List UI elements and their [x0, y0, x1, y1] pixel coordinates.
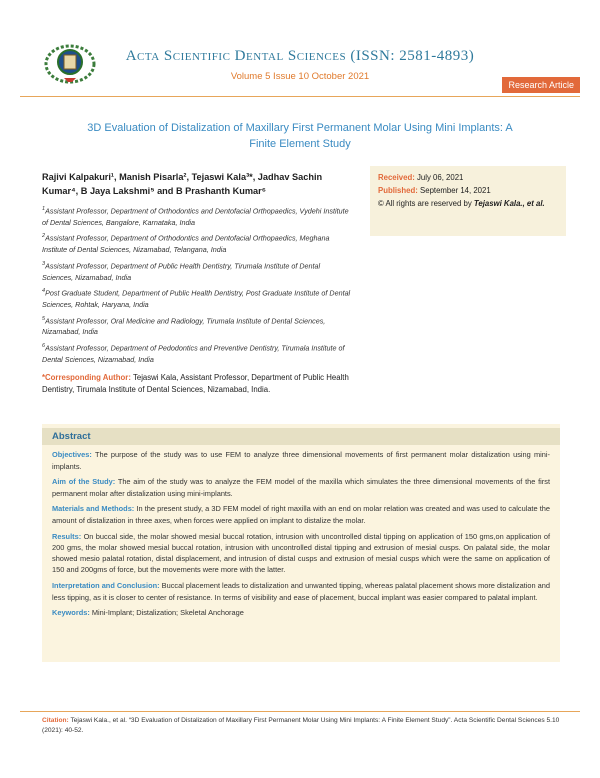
corresponding-label: *Corresponding Author: [42, 373, 131, 382]
abstract-title: Abstract [42, 428, 560, 445]
abstract-section: Interpretation and Conclusion: Buccal placement leads to distalization and unwanted tipping, whereas palatal placement shows more distalization and less tipping, as it is closer to center of resistance. In terms of visibility and ease of placement, buccal implant was easier compared to palatal implant. [52, 581, 550, 602]
published-label: Published: [378, 186, 418, 195]
issue-info: Volume 5 Issue 10 October 2021 [230, 71, 370, 82]
affiliation-item: $^2$Assistant Professor, Department of Orthodontics and Dentofacial Orthopaedics, Meghana Institute of Dental Sciences, Nizamabad, Telangana, India [42, 233, 330, 255]
citation-label: Citation: [42, 717, 69, 724]
citation-text: Tejaswi Kala., et al. “3D Evaluation of Distalization of Maxillary First Permanent Molar Using Mini Implants: A Finite Element Study”. Acta Scientific Dental Sciences 5.10 (2021): 40-52. [42, 717, 560, 734]
abstract-section: Aim of the Study: The aim of the study was to analyze the FEM model of the maxilla which simulates the three dimensional movements of the first permanent molar after distalization using mini-implants. [52, 477, 550, 498]
keywords: Keywords: Mini-Implant; Distalization; Skeletal Anchorage [52, 608, 244, 618]
author-list: Rajivi Kalpakuri¹, Manish Pisarla², Tejaswi Kala³*, Jadhav Sachin Kumar⁴, B Jaya Lakshmi⁵ and B Prashanth Kumar⁶ [42, 172, 323, 196]
abstract-section: Objectives: The purpose of the study was to use FEM to analyze three dimensional movements of first permanent molar distalization using mini-implants. [52, 450, 550, 471]
affiliations [42, 204, 352, 368]
article-title: 3D Evaluation of Distalization of Maxillary First Permanent Molar Using Mini Implants: A Finite Element Study [87, 122, 513, 150]
received-date: July 06, 2021 [417, 173, 464, 182]
abstract-section: Results: On buccal side, the molar showed mesial buccal rotation, intrusion with uncontrolled distal tipping on application of 150 gms,on application of 200 gms, the molar showed mesial buccal rotation, intrusion with uncontrolled distal tipping and extrusion of mesial cusps. On palatal side, the molar showed mesio palatal rotation, distal displacement, and intrusion of distal cusps and extrusion of mesial cusps which were the same on application of 150 and 200gms of force, but the movements were more with the latter. [52, 531, 550, 575]
abstract-box [42, 424, 560, 662]
received-label: Received: [378, 173, 415, 182]
corresponding-author [42, 372, 352, 396]
footer-divider [20, 711, 580, 712]
corresponding-text: Tejaswi Kala, Assistant Professor, Department of Public Health Dentistry, Tirumala Institute of Dental Sciences, Nizamabad, India. [42, 373, 349, 394]
affiliation-item: $^1$Assistant Professor, Department of Orthodontics and Dentofacial Orthopaedics, Vydehi Institute of Dental Sciences, Bangalore, Karnataka, India [42, 206, 349, 227]
rights-holder: Tejaswi Kala., et al. [473, 199, 545, 208]
affiliation-item: $^6$Assistant Professor, Department of Pedodontics and Preventive Dentistry, Tirumala Institute of Dental Sciences, Nizamabad, India [42, 342, 345, 364]
affiliation-item: $^5$Assistant Professor, Oral Medicine and Radiology, Tirumala Institute of Dental Sciences, Nizamabad, India [42, 315, 326, 337]
dates-box [370, 166, 566, 236]
affiliation-item: $^3$Assistant Professor, Department of Public Health Dentistry, Tirumala Institute of Dental Sciences, Nizamabad, India [42, 260, 321, 282]
affiliation-item: $^4$Post Graduate Student, Department of Public Health Dentistry, Post Graduate Institute of Dental Sciences, Rohtak, Haryana, India [42, 288, 351, 310]
journal-title: Acta Scientific Dental Sciences (ISSN: 2581-4893) [125, 48, 475, 64]
citation [42, 716, 562, 736]
header-divider [20, 96, 580, 97]
published-date: September 14, 2021 [420, 186, 491, 195]
abstract-section: Materials and Methods: In the present study, a 3D FEM model of right maxilla with an end on molar relation was created and was used to calculate the amount of distalization in three axes, when forces were applied on implant to distalize the molar. [52, 504, 550, 525]
article-type-badge: Research Article [502, 77, 580, 93]
rights-text: © All rights are reserved by [378, 199, 472, 208]
